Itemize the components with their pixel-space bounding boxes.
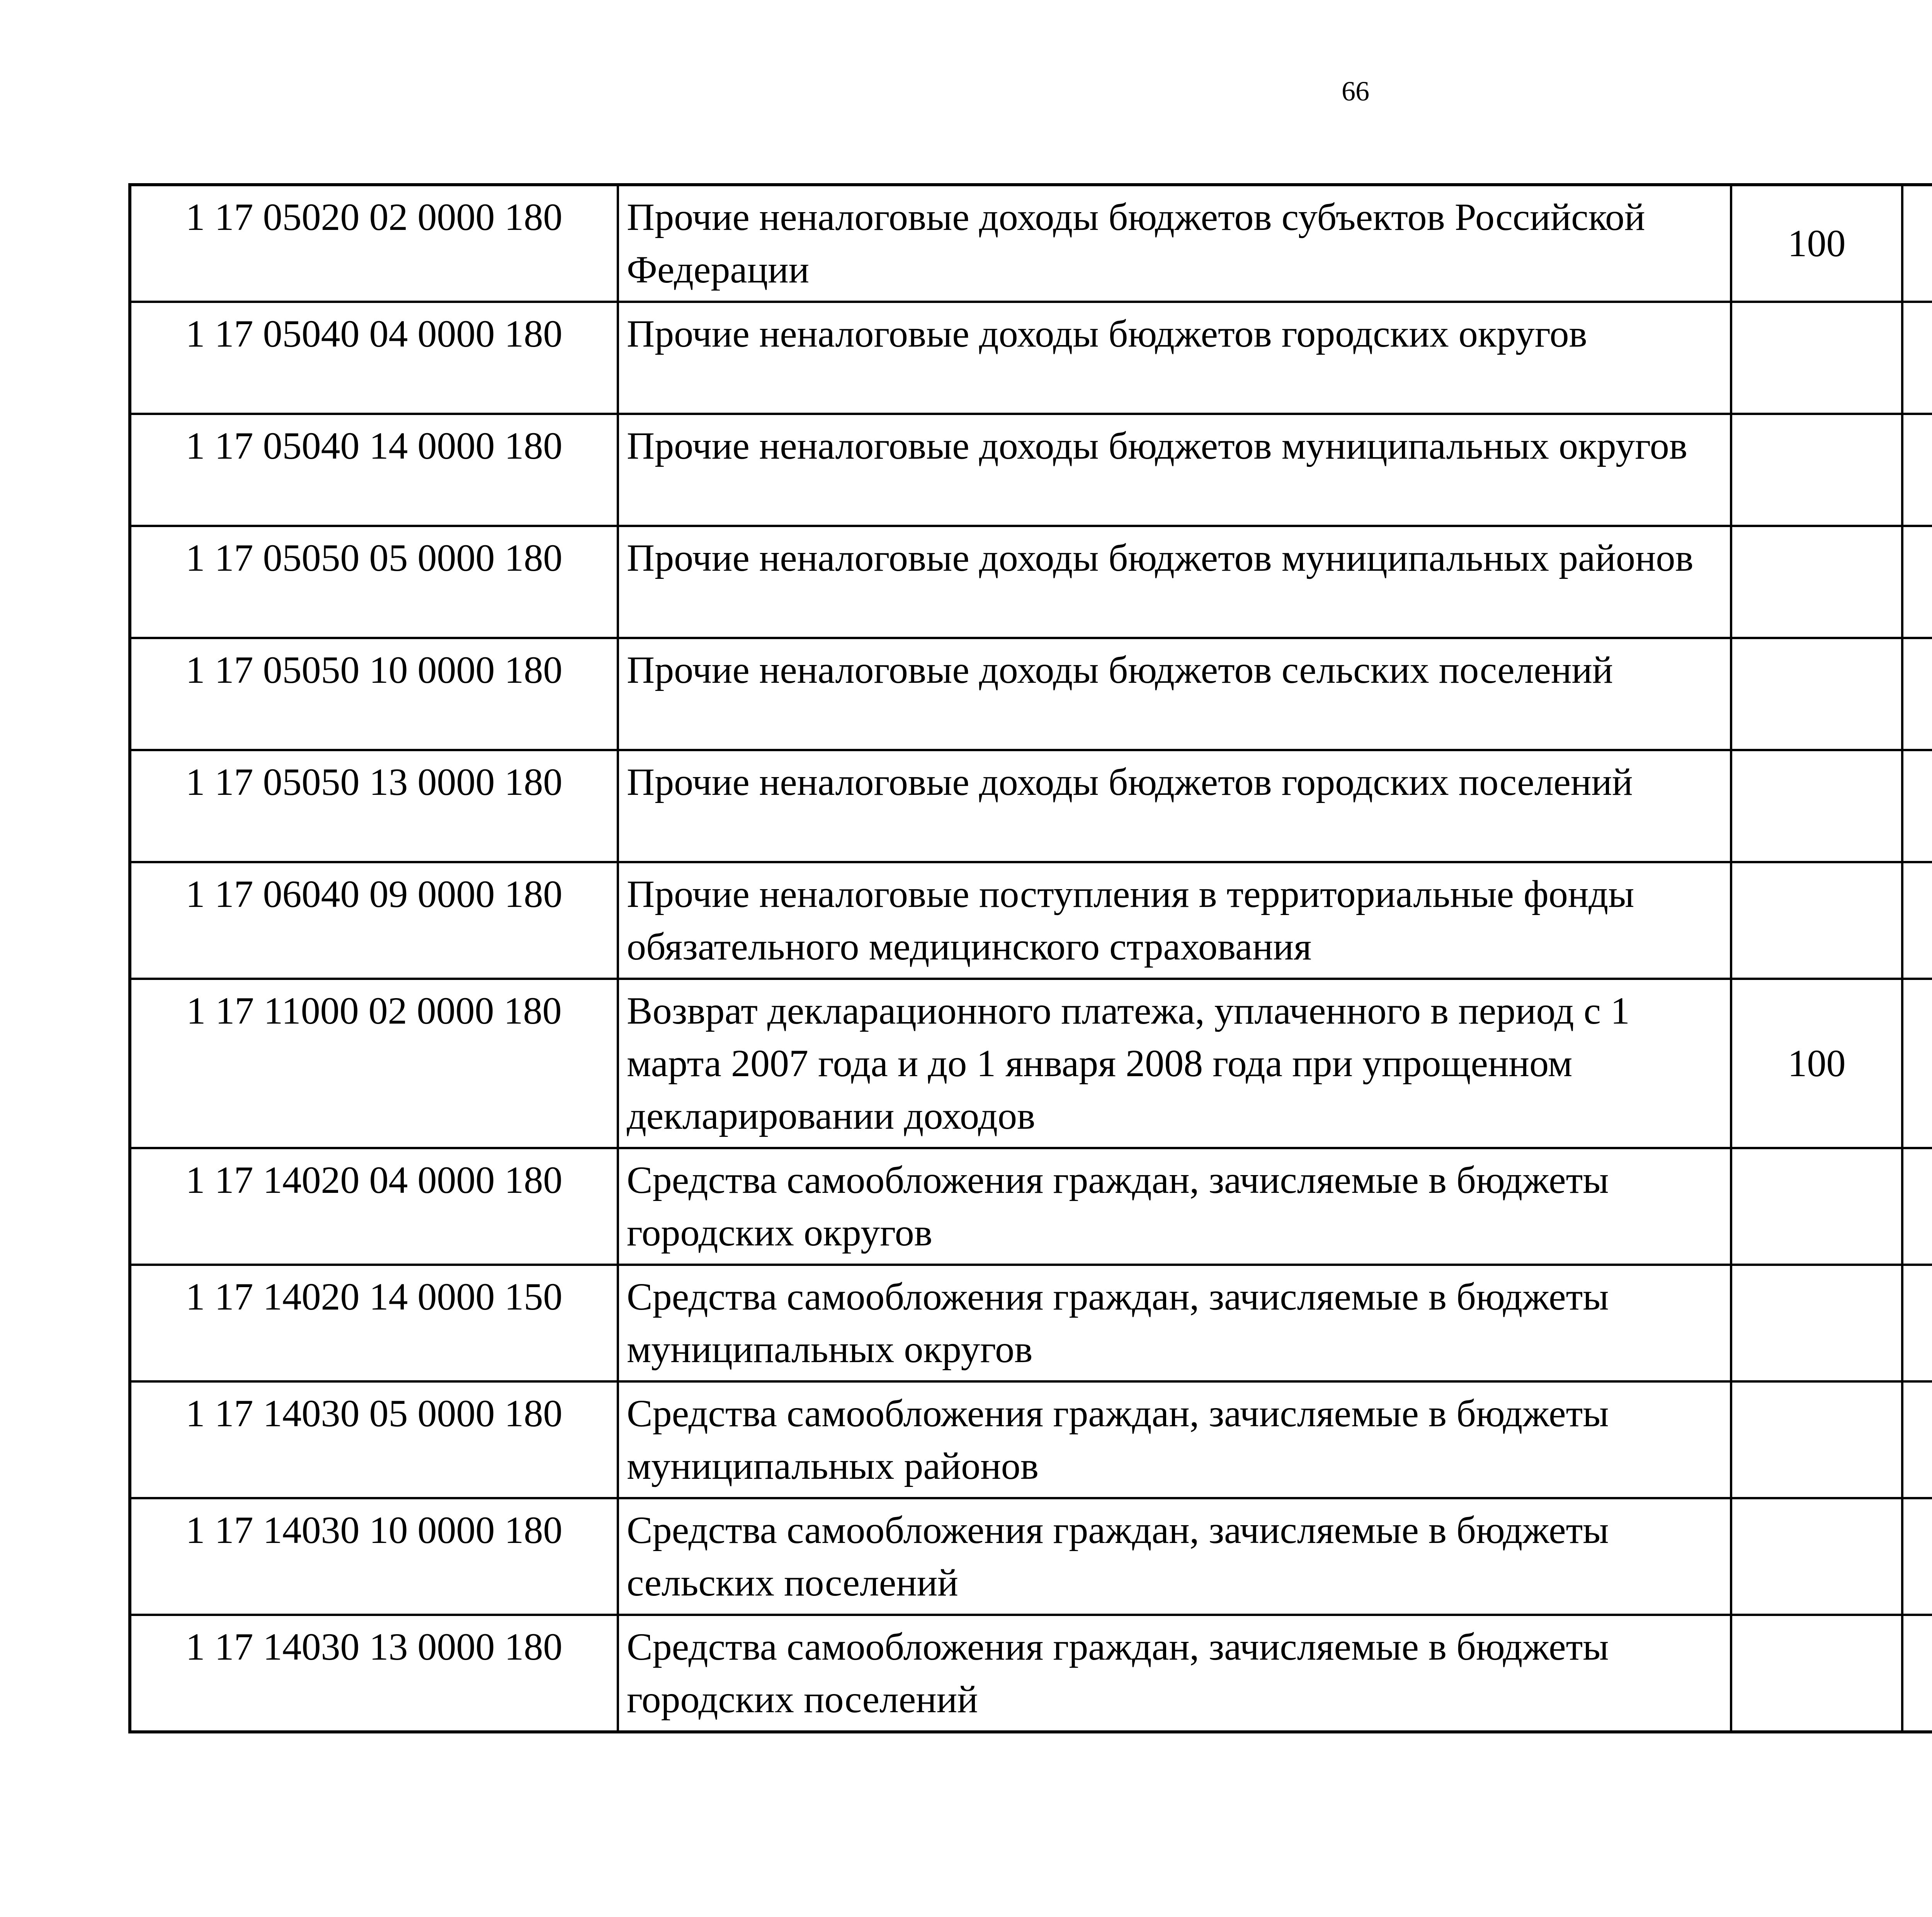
share-value <box>1731 638 1902 750</box>
revenue-name: Прочие неналоговые доходы бюджетов городских округов <box>618 302 1731 414</box>
revenue-name: Средства самообложения граждан, зачисляемые в бюджеты муниципальных районов <box>618 1381 1731 1498</box>
share-value <box>1902 414 1932 526</box>
revenue-name: Прочие неналоговые доходы бюджетов муниципальных районов <box>618 526 1731 638</box>
revenue-name: Прочие неналоговые доходы бюджетов городских поселений <box>618 750 1731 862</box>
share-value <box>1902 1148 1932 1265</box>
table-row <box>130 1615 1932 1732</box>
share-value <box>1902 302 1932 414</box>
revenue-name: Средства самообложения граждан, зачисляемые в бюджеты муниципальных округов <box>618 1265 1731 1381</box>
revenue-code: 1 17 11000 02 0000 180 <box>130 979 618 1148</box>
revenue-code: 1 17 05040 04 0000 180 <box>130 302 618 414</box>
revenue-code: 1 17 14020 04 0000 180 <box>130 1148 618 1265</box>
share-value <box>1731 526 1902 638</box>
share-value <box>1902 1615 1932 1732</box>
revenue-code: 1 17 05050 05 0000 180 <box>130 526 618 638</box>
table-row <box>130 302 1932 414</box>
share-value <box>1731 750 1902 862</box>
revenue-name: Прочие неналоговые доходы бюджетов сельских поселений <box>618 638 1731 750</box>
page-number: 66 <box>1342 76 1369 107</box>
revenue-code: 1 17 05050 13 0000 180 <box>130 750 618 862</box>
table-row <box>130 1498 1932 1615</box>
share-value <box>1902 862 1932 979</box>
share-value <box>1902 638 1932 750</box>
table-row <box>130 750 1932 862</box>
share-value <box>1731 862 1902 979</box>
share-value <box>1902 1381 1932 1498</box>
share-value <box>1731 1148 1902 1265</box>
table-row <box>130 185 1932 302</box>
revenue-distribution-table <box>128 183 1932 1733</box>
revenue-code: 1 17 05040 14 0000 180 <box>130 414 618 526</box>
revenue-name: Прочие неналоговые поступления в территориальные фонды обязательного медицинского страхования <box>618 862 1731 979</box>
share-value <box>1902 979 1932 1148</box>
share-value <box>1902 526 1932 638</box>
revenue-name: Прочие неналоговые доходы бюджетов муниципальных округов <box>618 414 1731 526</box>
share-value: 100 <box>1731 979 1902 1148</box>
share-value <box>1731 302 1902 414</box>
share-value <box>1902 750 1932 862</box>
revenue-code: 1 17 14030 05 0000 180 <box>130 1381 618 1498</box>
revenue-code: 1 17 14030 13 0000 180 <box>130 1615 618 1732</box>
share-value <box>1902 185 1932 302</box>
share-value <box>1731 1265 1902 1381</box>
revenue-code: 1 17 14030 10 0000 180 <box>130 1498 618 1615</box>
table-row <box>130 1265 1932 1381</box>
revenue-code: 1 17 05020 02 0000 180 <box>130 185 618 302</box>
table-row <box>130 526 1932 638</box>
share-value <box>1731 1381 1902 1498</box>
revenue-code: 1 17 05050 10 0000 180 <box>130 638 618 750</box>
table-row <box>130 1148 1932 1265</box>
revenue-name: Средства самообложения граждан, зачисляемые в бюджеты сельских поселений <box>618 1498 1731 1615</box>
revenue-name: Средства самообложения граждан, зачисляемые в бюджеты городских округов <box>618 1148 1731 1265</box>
revenue-name: Прочие неналоговые доходы бюджетов субъектов Российской Федерации <box>618 185 1731 302</box>
revenue-code: 1 17 06040 09 0000 180 <box>130 862 618 979</box>
revenue-code: 1 17 14020 14 0000 150 <box>130 1265 618 1381</box>
revenue-name: Возврат декларационного платежа, уплаченного в период с 1 марта 2007 года и до 1 января 2008 года при упрощенном декларировании доходов <box>618 979 1731 1148</box>
share-value <box>1731 414 1902 526</box>
table-row <box>130 862 1932 979</box>
revenue-name: Средства самообложения граждан, зачисляемые в бюджеты городских поселений <box>618 1615 1731 1732</box>
table-row <box>130 1381 1932 1498</box>
share-value <box>1902 1498 1932 1615</box>
share-value <box>1731 1615 1902 1732</box>
share-value: 100 <box>1731 185 1902 302</box>
table-row <box>130 638 1932 750</box>
table-row <box>130 979 1932 1148</box>
share-value <box>1731 1498 1902 1615</box>
table-row <box>130 414 1932 526</box>
share-value <box>1902 1265 1932 1381</box>
